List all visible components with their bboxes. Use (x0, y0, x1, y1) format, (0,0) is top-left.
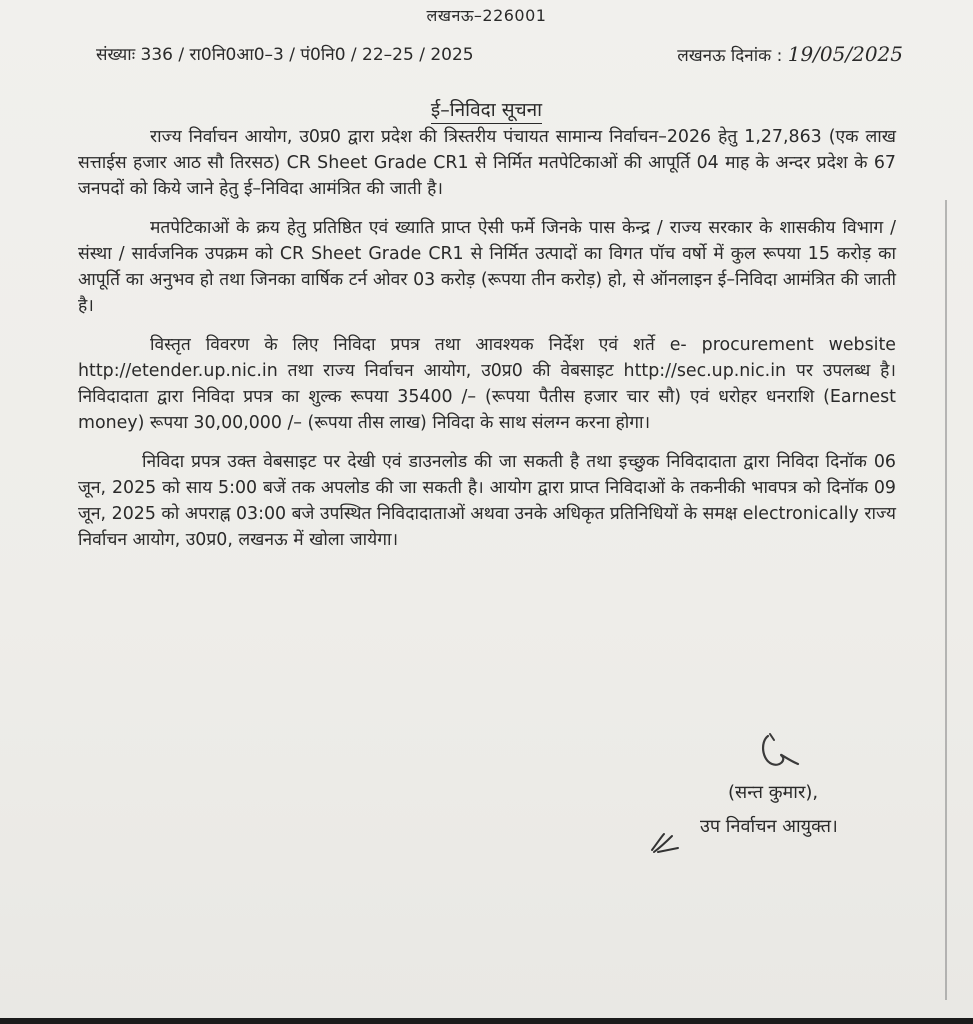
signature-scribble-icon (758, 730, 818, 780)
notice-paragraph-2: मतपेटिकाओं के क्रय हेतु प्रतिष्ठित एवं ख्याति प्राप्त ऐसी फर्मे जिनके पास केन्द्र / राज्य सरकार के शासकीय विभाग / संस्था / सार्वजनिक उपक्रम को CR Sheet Grade CR1 से निर्मित उत्पादों का विगत पॉच वर्षो में कुल रूपया 15 करोड़ का आपूर्ति का अनुभव हो तथा जिनका वार्षिक टर्न ओवर 03 करोड़ (रूपया तीन करोड़) हो, से ऑनलाइन ई–निविदा आमंत्रित की जाती है। (78, 218, 896, 316)
date-label: लखनऊ दिनांक : (677, 46, 783, 66)
notice-body (78, 124, 896, 566)
signatory-name: (सन्त कुमार), (728, 782, 819, 803)
date-block (677, 42, 903, 66)
signatory-designation: उप निर्वाचन आयुक्त। (700, 816, 838, 837)
date-value: 19/05/2025 (787, 42, 903, 66)
paper-edge-divider (945, 200, 947, 1000)
bottom-edge (0, 1018, 973, 1024)
reference-number: संख्याः 336 / रा0नि0आ0–3 / पं0नि0 / 22–25 / 2025 (96, 45, 474, 65)
notice-title-text: ई–निविदा सूचना (431, 99, 542, 124)
initial-mark-icon (648, 830, 688, 856)
notice-title (0, 96, 973, 122)
office-address: लखनऊ–226001 (426, 6, 547, 25)
notice-paragraph-3: विस्तृत विवरण के लिए निविदा प्रपत्र तथा आवश्यक निर्देश एवं शर्ते e- procurement website http://etender.up.nic.in तथा राज्य निर्वाचन आयोग, उ0प्र0 की वेबसाइट http://sec.up.nic.in पर उपलब्ध है। निविदादाता द्वारा निविदा प्रपत्र का शुल्क रूपया 35400 /– (रूपया पैतीस हजार चार सौ) एवं धरोहर धनराशि (Earnest money) रूपया 30,00,000 /– (रूपया तीस लाख) निविदा के साथ संलग्न करना होगा। (78, 335, 896, 433)
reference-line (96, 42, 903, 66)
notice-paragraph-1: राज्य निर्वाचन आयोग, उ0प्र0 द्वारा प्रदेश की त्रिस्तरीय पंचायत सामान्य निर्वाचन–2026 हेतु 1,27,863 (एक लाख सत्ताईस हजार आठ सौ तिरसठ) CR Sheet Grade CR1 से निर्मित मतपेटिकाओं की आपूर्ति 04 माह के अन्दर प्रदेश के 67 जनपदों को किये जाने हेतु ई–निविदा आमंत्रित की जाती है। (78, 127, 896, 199)
notice-paragraph-4: निविदा प्रपत्र उक्त वेबसाइट पर देखी एवं डाउनलोड की जा सकती है तथा इच्छुक निविदादाता द्वारा निविदा दिनॉक 06 जून, 2025 को साय 5:00 बजें तक अपलोड की जा सकती है। आयोग द्वारा प्राप्त निविदाओं के तकनीकी भावपत्र को दिनॉक 09 जून, 2025 को अपराह्न 03:00 बजे उपस्थित निविदादाताओं अथवा उनके अधिकृत प्रतिनिधियों के समक्ष electronically राज्य निर्वाचन आयोग, उ0प्र0, लखनऊ में खोला जायेगा। (78, 452, 896, 550)
